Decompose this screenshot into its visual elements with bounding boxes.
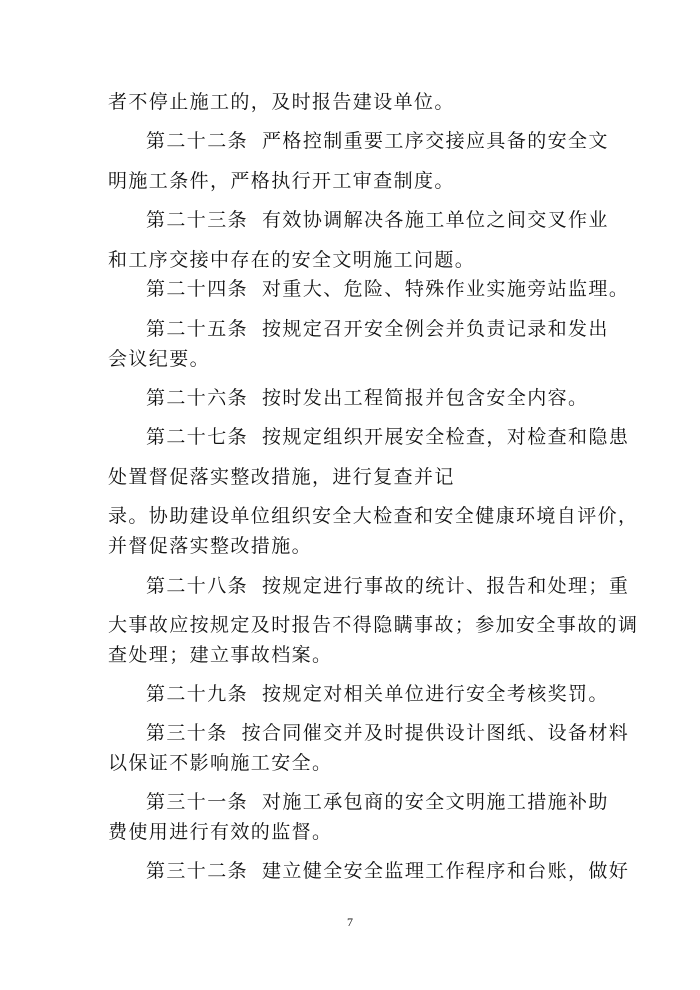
line-text: 按时发出工程简报并包含安全内容。 — [262, 387, 589, 409]
line-text: 按规定组织开展安全检查，对检查和隐患 — [262, 426, 630, 448]
line-text: 处置督促落实整改措施，进行复查并记 — [108, 466, 455, 488]
article-number: 第二十六条 — [146, 387, 249, 409]
article-24-line — [146, 269, 630, 309]
article-number: 第二十七条 — [146, 426, 249, 448]
article-22-line — [146, 121, 609, 161]
page-number: 7 — [347, 915, 353, 929]
article-23-line — [146, 200, 609, 240]
article-number: 第二十四条 — [146, 278, 249, 300]
line-text: 大事故应按规定及时报告不得隐瞒事故；参加安全事故的调 — [108, 614, 639, 636]
article-number: 第三十二条 — [146, 860, 249, 882]
line-text: 按合同催交并及时提供设计图纸、设备材料 — [241, 722, 630, 744]
line-text: 按规定召开安全例会并负责记录和发出 — [262, 318, 609, 340]
article-number: 第二十八条 — [146, 575, 249, 597]
line-text: 严格控制重要工序交接应具备的安全文 — [262, 130, 609, 152]
text-line-16 — [108, 635, 598, 675]
text-line-21 — [108, 812, 598, 852]
article-32-line — [146, 851, 630, 891]
line-text: 费使用进行有效的监督。 — [108, 821, 333, 843]
line-text: 和工序交接中存在的安全文明施工问题。 — [108, 249, 476, 271]
article-number: 第三十一条 — [146, 791, 249, 813]
line-text: 对重大、危险、特殊作业实施旁站监理。 — [262, 278, 630, 300]
article-28-line — [146, 566, 630, 606]
article-29-line — [146, 674, 609, 714]
text-line-13 — [108, 526, 598, 566]
line-text: 按规定进行事故的统计、报告和处理；重 — [262, 575, 630, 597]
line-text: 者不停止施工的，及时报告建设单位。 — [108, 91, 455, 113]
line-text: 查处理；建立事故档案。 — [108, 644, 333, 666]
text-line-3 — [108, 161, 598, 201]
line-text: 建立健全安全监理工作程序和台账，做好 — [262, 860, 630, 882]
line-text: 录。协助建设单位组织安全大检查和安全健康环境自评价， — [108, 505, 639, 527]
text-line-19 — [108, 743, 598, 783]
line-text: 按规定对相关单位进行安全考核奖罚。 — [262, 683, 609, 705]
text-line-11 — [108, 457, 598, 497]
article-number: 第二十九条 — [146, 683, 249, 705]
article-number: 第二十五条 — [146, 318, 249, 340]
text-line-8 — [108, 339, 598, 379]
line-text: 并督促落实整改措施。 — [108, 535, 313, 557]
line-text: 有效协调解决各施工单位之间交叉作业 — [262, 209, 609, 231]
line-text: 对施工承包商的安全文明施工措施补助 — [262, 791, 609, 813]
article-27-line — [146, 417, 630, 457]
article-number: 第二十三条 — [146, 209, 249, 231]
article-number: 第三十条 — [146, 722, 228, 744]
line-text: 以保证不影响施工安全。 — [108, 752, 333, 774]
text-line-1 — [108, 82, 598, 122]
article-number: 第二十二条 — [146, 130, 249, 152]
line-text: 会议纪要。 — [108, 348, 211, 370]
article-26-line — [146, 378, 598, 418]
line-text: 明施工条件，严格执行开工审查制度。 — [108, 170, 455, 192]
